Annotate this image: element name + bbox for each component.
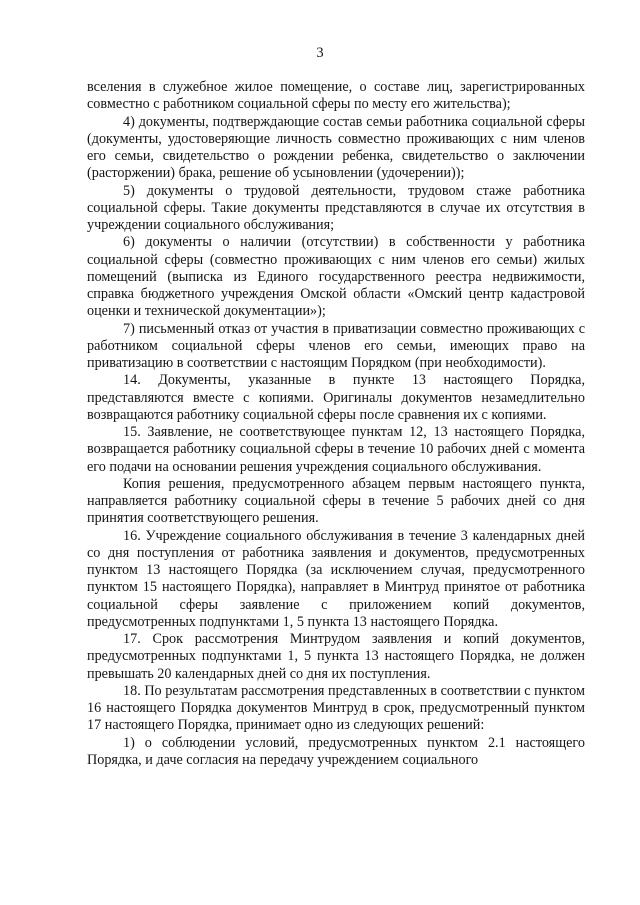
paragraph-clause-15: 15. Заявление, не соответствующее пунктам 12, 13 настоящего Порядка, возвращается работнику социальной сферы в течение 10 рабочих дней с момента его подачи на основании решения учреждения социального обслуживания. — [87, 424, 585, 475]
paragraph-continuation: вселения в служебное жилое помещение, о составе лиц, зарегистрированных совместно с работником социальной сферы по месту его жительства); — [87, 79, 585, 113]
paragraph-clause-16: 16. Учреждение социального обслуживания в течение 3 календарных дней со дня поступления от работника заявления и документов, предусмотренных пунктом 13 настоящего Порядка (за исключением случая, предусмотренного пунктом 15 настоящего Порядка), направляет в Минтруд принятое от работника социальной сферы заявление с приложением копий документов, предусмотренных подпунктами 1, 5 пункта 13 настоящего Порядка. — [87, 527, 585, 630]
paragraph-decision-1: 1) о соблюдении условий, предусмотренных пунктом 2.1 настоящего Порядка, и даче согласия на передачу учреждением социального — [87, 734, 585, 768]
page-number: 3 — [316, 45, 324, 61]
paragraph-item-7: 7) письменный отказ от участия в приватизации совместно проживающих с работником социальной сферы членов его семьи, имеющих право на приватизацию в соответствии с настоящим Порядком (при необходимости). — [87, 320, 585, 371]
paragraph-item-4: 4) документы, подтверждающие состав семьи работника социальной сферы (документы, удостоверяющие личность совместно проживающих с ним членов его семьи, свидетельство о рождении ребенка, свидетельство о заключении (расторжении) брака, решение об усыновлении (удочерении)); — [87, 113, 585, 182]
paragraph-clause-17: 17. Срок рассмотрения Минтрудом заявления и копий документов, предусмотренных подпунктами 1, 5 пункта 13 настоящего Порядка, не должен превышать 20 календарных дней со дня их поступления. — [87, 631, 585, 682]
paragraph-clause-14: 14. Документы, указанные в пункте 13 настоящего Порядка, представляются вместе с копиями. Оригиналы документов незамедлительно возвращаются работнику социальной сферы после сравнения их с копиями. — [87, 372, 585, 423]
paragraph-clause-15-copy: Копия решения, предусмотренного абзацем первым настоящего пункта, направляется работнику социальной сферы в течение 5 рабочих дней со дня принятия соответствующего решения. — [87, 475, 585, 527]
paragraph-item-6: 6) документы о наличии (отсутствии) в собственности у работника социальной сферы (совместно проживающих с ним членов его семьи) жилых помещений (выписка из Единого государственного реестра недвижимости, справка бюджетного учреждения Омской области «Омский центр кадастровой оценки и технической документации»); — [87, 234, 585, 320]
document-body — [87, 79, 585, 769]
paragraph-item-5: 5) документы о трудовой деятельности, трудовом стаже работника социальной сферы. Такие документы представляются в случае их отсутствия в учреждении социального обслуживания; — [87, 182, 585, 233]
paragraph-clause-18: 18. По результатам рассмотрения представленных в соответствии с пунктом 16 настоящего Порядка документов Минтруд в срок, предусмотренный пунктом 17 настоящего Порядка, принимает одно из следующих решений: — [87, 682, 585, 734]
